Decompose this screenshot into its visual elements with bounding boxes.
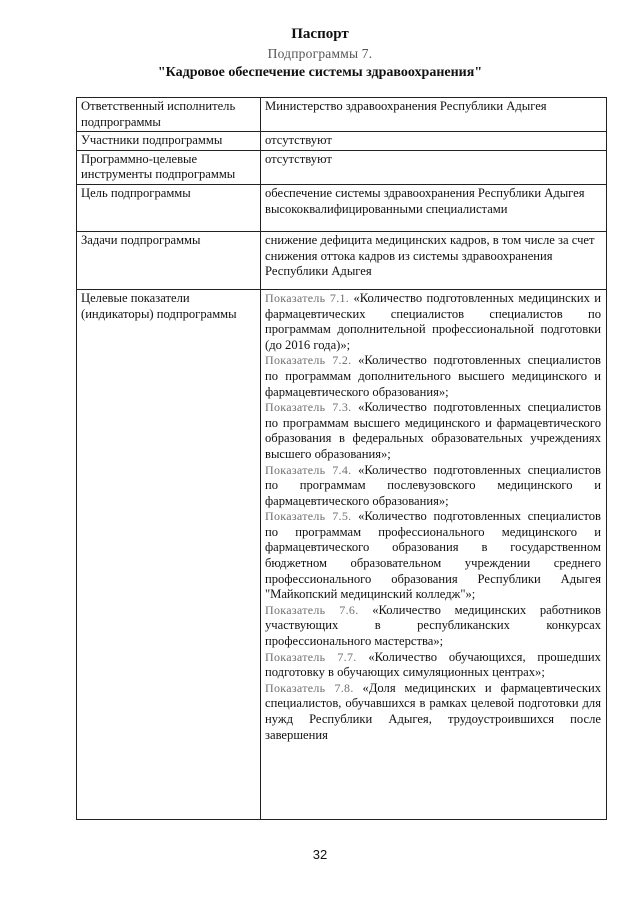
indicator-item — [265, 463, 601, 510]
indicator-text: «Количество подготовленных специалистов по программам высшего медицинского и фармацевтического образования в федеральных образовательных учреждениях высшего образования»; — [265, 400, 601, 461]
indicator-text: «Количество обучающихся, прошедших подготовку в обучающих симуляционных центрах»; — [265, 649, 601, 680]
table-row — [77, 184, 607, 231]
indicator-text: «Доля медицинских и фармацевтических специалистов, обучавшихся в рамках целевой подготовки для нужд Республики Адыгея, трудоустроившихся после завершения — [265, 680, 601, 742]
indicator-prefix: Показатель 7.2. — [265, 353, 352, 368]
subprogram-name: "Кадровое обеспечение системы здравоохранения" — [157, 65, 483, 80]
passport-table — [76, 97, 607, 820]
indicator-text: «Количество подготовленных медицинских и фармацевтических специалистов специалистов по программам дополнительной профессиональной подготовки (до 2016 года)»; — [265, 290, 601, 352]
page-number: 32 — [312, 847, 328, 862]
indicator-prefix: Показатель 7.4. — [265, 462, 352, 477]
row-value: отсутствуют — [261, 132, 607, 151]
passport-title: Паспорт — [291, 26, 349, 42]
indicator-prefix: Показатель 7.7. — [265, 649, 357, 664]
indicator-item — [265, 681, 601, 743]
row-label: Целевые показатели (индикаторы) подпрограммы — [77, 289, 261, 819]
row-value: обеспечение системы здравоохранения Республики Адыгея высококвалифицированными специалистами — [261, 184, 607, 231]
table-row — [77, 132, 607, 151]
indicators-cell — [261, 289, 607, 819]
indicator-item — [265, 603, 601, 650]
row-label: Цель подпрограммы — [77, 184, 261, 231]
row-label: Ответственный исполнитель подпрограммы — [77, 98, 261, 132]
row-label: Программно-целевые инструменты подпрограммы — [77, 150, 261, 184]
indicator-text: «Количество подготовленных специалистов по программам дополнительного высшего медицинского и фармацевтического образования»; — [265, 353, 601, 399]
table-row — [77, 231, 607, 289]
indicator-text: «Количество подготовленных специалистов по программам послевузовского медицинского и фармацевтического образования»; — [265, 462, 601, 508]
indicator-prefix: Показатель 7.5. — [265, 509, 352, 524]
table-row-indicators — [77, 289, 607, 819]
indicator-text: «Количество медицинских работников участвующих в республиканских конкурсах профессионального мастерства»; — [265, 602, 601, 649]
row-label: Задачи подпрограммы — [77, 231, 261, 289]
row-value: отсутствуют — [261, 150, 607, 184]
indicator-prefix: Показатель 7.3. — [265, 400, 352, 415]
indicator-item — [265, 291, 601, 353]
indicator-prefix: Показатель 7.8. — [265, 680, 354, 695]
row-label: Участники подпрограммы — [77, 132, 261, 151]
indicator-item — [265, 509, 601, 603]
indicator-item — [265, 353, 601, 400]
row-value: снижение дефицита медицинских кадров, в том числе за счет снижения оттока кадров из системы здравоохранения Республики Адыгея — [261, 231, 607, 289]
indicator-item — [265, 650, 601, 681]
indicator-prefix: Показатель 7.6. — [265, 602, 359, 617]
indicator-prefix: Показатель 7.1. — [265, 290, 350, 305]
table-row — [77, 150, 607, 184]
subprogram-number: Подпрограммы 7. — [267, 46, 373, 61]
indicator-item — [265, 400, 601, 462]
row-value: Министерство здравоохранения Республики Адыгея — [261, 98, 607, 132]
indicator-text: «Количество подготовленных специалистов по программам профессионального медицинского и фармацевтического образования в государственном бюджетном образовательном учреждении среднего профессионального образования Республики Адыгея "Майкопский медицинский колледж"»; — [265, 509, 601, 602]
table-row — [77, 98, 607, 132]
